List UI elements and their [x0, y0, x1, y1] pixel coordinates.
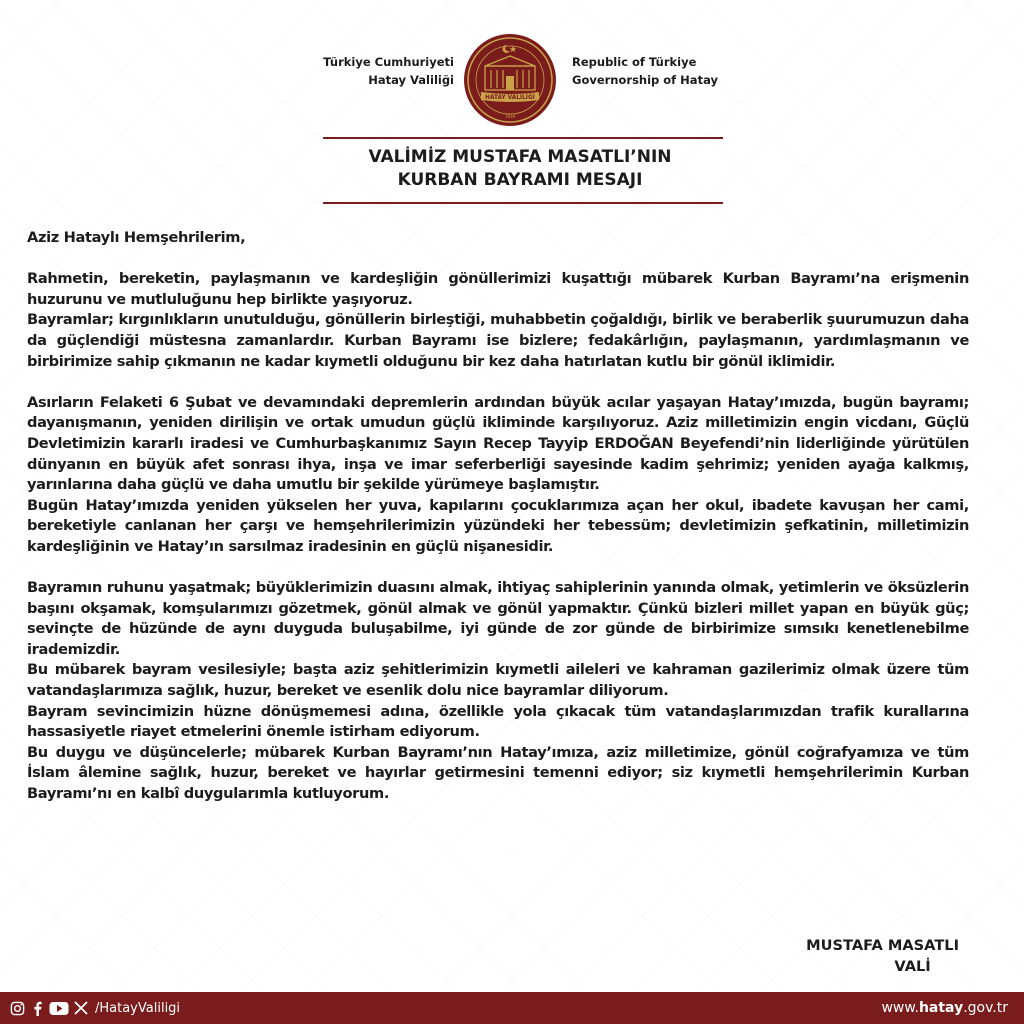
- org-tr-line2: Hatay Valiliği: [368, 73, 454, 87]
- website-domain: hatay: [918, 1000, 964, 1016]
- header: [0, 30, 1024, 130]
- website-suffix: .gov.tr: [963, 1000, 1008, 1016]
- paragraph-8: Bu duygu ve düşüncelerle; mübarek Kurban Bayramı’nın Hatay’ımıza, aziz milletimize, gönül coğrafyamıza ve tüm İslam âlemine sağlık, huzur, bereket ve hayırlar getirmesini temenni ediyor; siz kıymetli hemşehrilerimin Kurban Bayramı’nı en kalbî duygularımla kutluyorum.: [27, 743, 969, 803]
- instagram-icon[interactable]: [10, 1001, 25, 1016]
- paragraph-4: Bugün Hatay’ımızda yeniden yükselen her yuva, kapılarını çocuklarımıza açan her okul, ibadete kavuşan her cami, bereketiyle canlanan her çarşı ve hemşehrilerimizin yüzündeki her tebessüm; devletimizin şefkatinin, milletimizin kardeşliğinin ve Hatay’ın sarsılmaz iradesinin en güçlü nişanesidir.: [27, 496, 969, 555]
- youtube-icon[interactable]: [49, 1001, 69, 1016]
- org-name-turkish: [323, 53, 454, 89]
- title-rule-bottom: [323, 202, 723, 204]
- facebook-icon[interactable]: [30, 1001, 44, 1016]
- title-line2: KURBAN BAYRAMI MESAJI: [397, 170, 643, 190]
- seal-label: HATAY VALİLİĞİ: [485, 95, 535, 101]
- message-body: [27, 228, 969, 805]
- page-title: [300, 146, 740, 192]
- title-line1: VALİMİZ MUSTAFA MASATLI’NIN: [368, 147, 672, 167]
- social-links: [10, 992, 180, 1024]
- paragraph-2: Bayramlar; kırgınlıkların unutulduğu, gönüllerin birleştiği, muhabbetin çoğaldığı, birlik ve beraberlik şuurumuzun daha da güçlendiği müstesna zamanlardır. Kurban Bayramı ise bizlere; fedakârlığın, paylaşmanın, yardımlaşmanın ve birbirimize sahip çıkmanın ne kadar kıymetli olduğunu bir kez daha hatırlatan kutlu bir gönül iklimidir.: [27, 311, 969, 370]
- signature: [806, 935, 959, 977]
- paragraph-1: Rahmetin, bereketin, paylaşmanın ve kardeşliğin gönüllerimizi kuşattığı mübarek Kurban Bayramı’na erişmenin huzurunu ve mutluluğunu hep birlikte yaşıyoruz.: [27, 270, 969, 308]
- greeting: Aziz Hataylı Hemşehrilerim,: [27, 229, 246, 246]
- x-icon[interactable]: [74, 1001, 88, 1015]
- website-link[interactable]: [881, 992, 1008, 1024]
- footer-bar: [0, 992, 1024, 1024]
- governorship-seal-icon: [455, 32, 565, 128]
- paragraph-5: Bayramın ruhunu yaşatmak; büyüklerimizin duasını almak, ihtiyaç sahiplerinin yanında olmak, yetimlerin ve öksüzlerin başını okşamak, komşularımızı gözetmek, gönül almak ve gönül yapmaktır. Çünkü bizleri millet yapan en büyük güç; sevinçte de hüzünde de aynı duyguda buluşabilme, iyi günde de zor günde de birbirimize sımsıkı kenetlenebilme irademizdir.: [27, 579, 969, 658]
- signature-name: MUSTAFA MASATLI: [806, 937, 959, 954]
- title-rule-top: [323, 137, 723, 139]
- paragraph-7: Bayram sevincimizin hüzne dönüşmemesi adına, özellikle yola çıkacak tüm vatandaşlarımızdan trafik kurallarına hassasiyetle riayet etmelerini önemle istirham ediyorum.: [27, 702, 969, 741]
- org-en-line2: Governorship of Hatay: [572, 73, 718, 87]
- signature-title: VALİ: [894, 958, 931, 975]
- seal-year: 1939: [504, 114, 516, 119]
- org-en-line1: Republic of Türkiye: [572, 55, 697, 69]
- website-prefix: www.: [881, 1000, 919, 1016]
- paragraph-6: Bu mübarek bayram vesilesiyle; başta aziz şehitlerimizin kıymetli aileleri ve kahraman gazilerimiz olmak üzere tüm vatandaşlarımıza sağlık, huzur, bereket ve esenlik dolu nice bayramlar diliyorum.: [27, 661, 969, 700]
- social-handle[interactable]: /HatayValiligi: [95, 1000, 181, 1016]
- org-tr-line1: Türkiye Cumhuriyeti: [323, 55, 454, 69]
- paragraph-3: Asırların Felaketi 6 Şubat ve devamındaki depremlerin ardından büyük acılar yaşayan Hatay’ımızda, bugün bayramı; dayanışmanın, yeniden dirilişin ve ortak umudun güçlü ikliminde karşılıyoruz. Aziz milletimizin engin vicdanı, Güçlü Devletimizin kararlı iradesi ve Cumhurbaşkanımız Sayın Recep Tayyip ERDOĞAN Beyefendi’nin liderliğinde yürütülen dünyanın en büyük afet sonrası ihya, inşa ve imar seferberliği sayesinde kadim şehrimiz; yeniden ayağa kalkmış, yarınlarına daha güçlü ve daha umutlu bir şekilde yürümeye başlamıştır.: [27, 393, 969, 494]
- org-name-english: [572, 53, 718, 89]
